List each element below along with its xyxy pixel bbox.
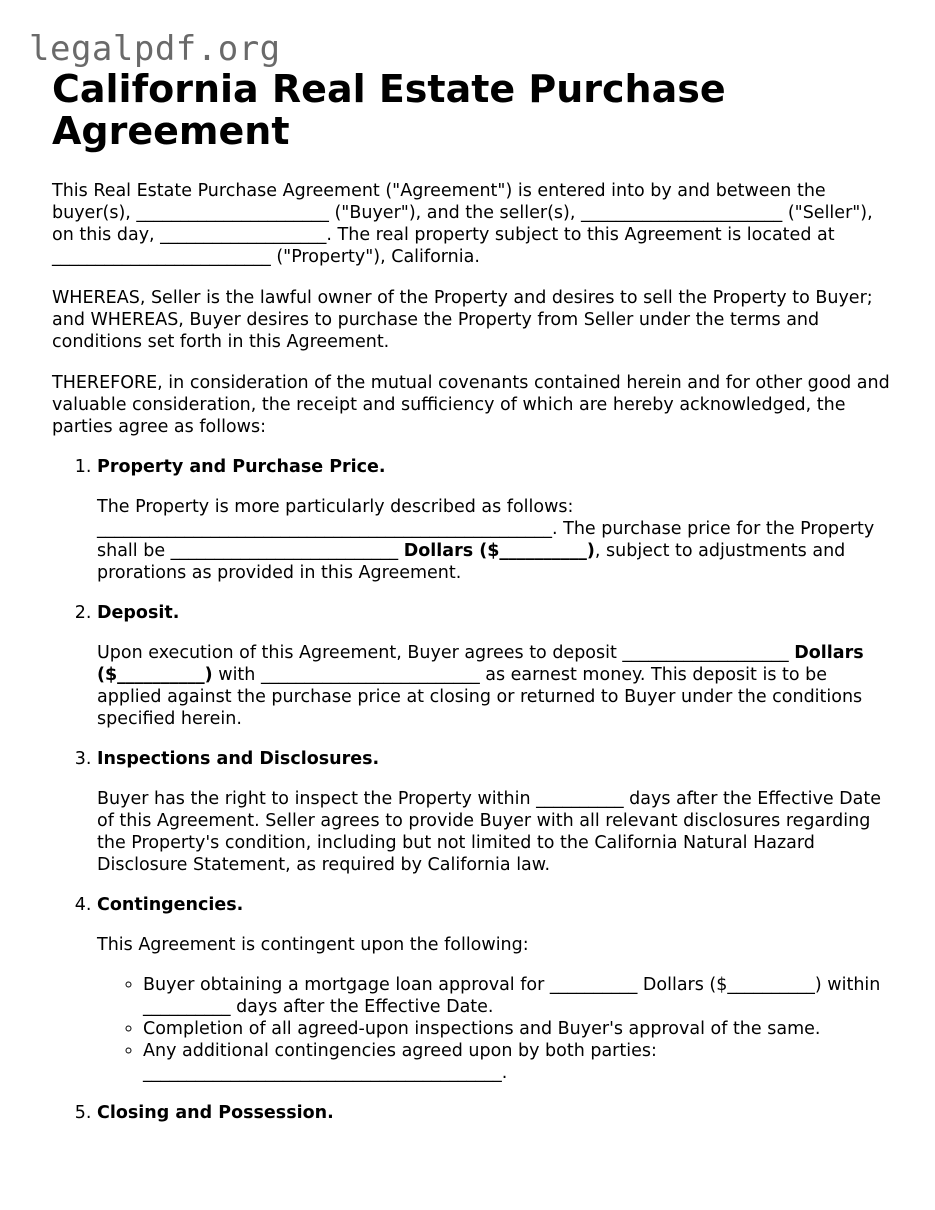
list-item: ◦ Completion of all agreed-upon inspections and Buyer's approval of the same. (143, 1018, 892, 1040)
section-title: 5. Closing and Possession. (97, 1103, 334, 1123)
section-title: 4. Contingencies. (97, 895, 244, 915)
therefore-paragraph: THEREFORE, in consideration of the mutual covenants contained herein and for other good and valuable consideration, the receipt and sufficiency of which are hereby acknowledged, the parties agree as follows: (52, 373, 890, 437)
section-title: 2. Deposit. (97, 603, 180, 623)
section-title: 3. Inspections and Disclosures. (97, 749, 380, 769)
list-item: ◦ Buyer obtaining a mortgage loan approval for __________ Dollars ($__________) within __________ days after the Effective Date. (143, 974, 892, 1018)
body-text: The Property is more particularly described as follows: ____________________________________________________. The purchase price for the Property shall be __________________________ (97, 497, 875, 561)
sections-list (52, 456, 892, 1124)
whereas-paragraph: WHEREAS, Seller is the lawful owner of the Property and desires to sell the Property to Buyer; and WHEREAS, Buyer desires to purchase the Property from Seller under the terms and conditions set forth in this Agreement. (52, 288, 873, 352)
document-title: California Real Estate Purchase Agreement (52, 67, 726, 153)
body-text: with _________________________ as earnest money. This deposit is to be applied against the purchase price at closing or returned to Buyer under the conditions specified herein. (97, 665, 863, 729)
section-body (97, 496, 892, 584)
section-deposit (97, 602, 892, 730)
section-body: Buyer has the right to inspect the Property within __________ days after the Effective Date of this Agreement. Seller agrees to provide Buyer with all relevant disclosures regarding the Property's condition, including but not limited to the California Natural Hazard Disclosure Statement, as required by California law. (97, 789, 882, 875)
section-title: 1. Property and Purchase Price. (97, 457, 386, 477)
section-closing (97, 1102, 892, 1124)
dollars-blank: Dollars ($__________) (403, 541, 595, 561)
body-text: , subject to adjustments and prorations as provided in this Agreement. (97, 541, 846, 583)
dollars-blank: Dollars ($__________) (97, 643, 864, 685)
contingency-list (97, 974, 892, 1084)
document-page (52, 68, 892, 1142)
section-contingencies (97, 894, 892, 1084)
watermark-logo: legalpdf.org (29, 29, 281, 69)
list-item: ◦ Any additional contingencies agreed upon by both parties: _________________________________________. (143, 1040, 892, 1084)
section-body: This Agreement is contingent upon the following: (97, 935, 529, 955)
section-inspections (97, 748, 892, 876)
section-body (97, 642, 892, 730)
section-property-price (97, 456, 892, 584)
body-text: Upon execution of this Agreement, Buyer agrees to deposit ___________________ (97, 643, 795, 663)
intro-paragraph: This Real Estate Purchase Agreement ("Agreement") is entered into by and between the buyer(s), ______________________ ("Buyer"), and the seller(s), _______________________ ("Seller"), on this day, ___________________. The real property subject to this Agreement is located at _________________________ ("Property"), California. (52, 181, 873, 267)
